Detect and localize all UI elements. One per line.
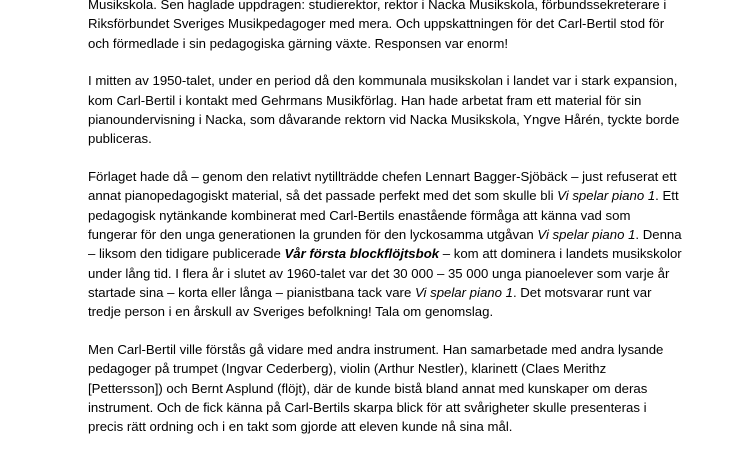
text-line: Riksförbundet Sveriges Musikpedagoger med mera. Och uppskattningen för det Carl-Bertil stod för	[88, 16, 665, 32]
text-line	[88, 264, 670, 283]
paragraph-4	[88, 340, 664, 436]
text-line: publiceras.	[88, 131, 152, 147]
text-line	[88, 206, 648, 225]
text-line	[88, 283, 652, 302]
body-text	[88, 0, 682, 455]
text-line: Musikskola. Sen haglade uppdragen: studierektor, rektor i Nacka Musikskola, förbundssekreterare i	[88, 0, 667, 12]
line-text: . Det motsvarar runt var	[512, 284, 652, 300]
line-text: under lång tid. I flera år i slutet av 1960-talet var det 30 000 – 35 000 unga pianoelever som varje år	[88, 265, 670, 281]
text-line	[88, 186, 679, 205]
text-line: pedagoger på trumpet (Ingvar Cederberg), violin (Arthur Nestler), klarinett (Claes Merithz	[88, 361, 607, 377]
text-line: kom Carl-Bertil i kontakt med Gehrmans Musikförlag. Han hade arbetat fram ett material för sin	[88, 92, 642, 108]
paragraph-1	[88, 0, 667, 53]
line-text: startade sina – korta eller långa – pianistbana tack vare	[88, 284, 415, 300]
text-line: pianoundervisning i Nacka, som dåvarande rektorn vid Nacka Musikskola, Yngve Hårén, tyckte borde	[88, 111, 680, 127]
book-title: Vi spelar piano 1	[557, 188, 656, 204]
text-line: I mitten av 1950-talet, under en period då den kommunala musikskolan i landet var i stark expansion,	[88, 73, 678, 89]
line-text: tredje person i en årskull av Sveriges befolkning! Tala om genomslag.	[88, 304, 494, 320]
text-line: instrument. Och de fick känna på Carl-Bertils skarpa blick för att svårigheter skulle presenteras i	[88, 399, 647, 415]
text-line: Men Carl-Bertil ville förstås gå vidare med andra instrument. Han samarbetade med andra lysande	[88, 341, 664, 357]
text-line	[88, 167, 677, 186]
line-text: fungerar för den unga generationen la grunden för den lyckosamma utgåvan	[88, 226, 538, 242]
book-title: Vi spelar piano 1	[414, 284, 513, 300]
line-text: – liksom den tidigare publicerade	[88, 246, 285, 262]
text-line: precis rätt ordning och i en takt som gjorde att eleven kunde nå sina mål.	[88, 419, 513, 435]
paragraph-3	[88, 167, 682, 321]
line-text: . Denna	[635, 226, 682, 242]
text-line	[88, 225, 682, 244]
paragraph-2	[88, 71, 680, 148]
line-text: . Ett	[655, 188, 679, 204]
line-text: annat pianopedagogiskt material, så det passade perfekt med det som skulle bli	[88, 188, 558, 204]
book-title-bold: Vår första blockflöjtsbok	[284, 246, 440, 262]
text-line: och förmedlade i sin pedagogiska gärning växte. Responsen var enorm!	[88, 35, 509, 51]
text-line	[88, 244, 682, 263]
book-title: Vi spelar piano 1	[537, 226, 636, 242]
text-line	[88, 302, 648, 321]
line-text: – kom att dominera i landets musikskolor	[439, 246, 682, 262]
text-line: [Pettersson]) och Bernt Asplund (flöjt), där de kunde bistå bland annat med kunskaper om deras	[88, 380, 648, 396]
line-text: Förlaget hade då – genom den relativt nytillträdde chefen Lennart Bagger-Sjöbäck – just refuserat ett	[88, 169, 677, 185]
line-text: pedagogisk nytänkande kombinerat med Carl-Bertils enastående förmåga att känna vad som	[88, 207, 631, 223]
